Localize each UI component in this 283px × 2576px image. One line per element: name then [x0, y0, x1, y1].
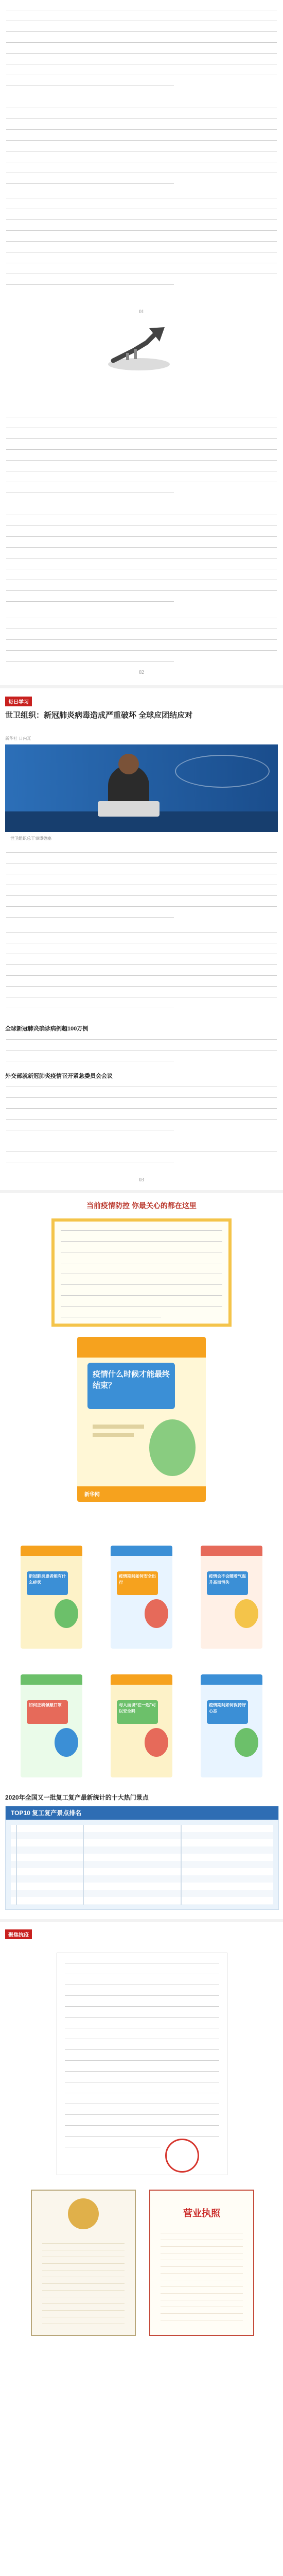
- poster-logo: 新华网: [84, 1492, 100, 1498]
- poster-title: 疫情什么时候才能最终结束？: [93, 1370, 170, 1390]
- license-title: 营业执照: [183, 2208, 220, 2218]
- poster-big: [77, 1337, 206, 1502]
- section-divider: [0, 685, 283, 688]
- page-number: 02: [139, 670, 144, 675]
- article-paragraph: [6, 613, 277, 667]
- table-rows: [11, 1825, 273, 1905]
- poster-tile-title: 疫情期间如何安全出行: [119, 1574, 156, 1585]
- article-paragraph: [6, 103, 277, 190]
- notice-card: [51, 1218, 232, 1327]
- poster-tile: [201, 1674, 262, 1777]
- poster-tile-title: 新冠肺炎患者能有什么症状: [29, 1574, 66, 1585]
- section-title: 当前疫情防控 你最关心的都在这里: [86, 1201, 197, 1210]
- news-heading: 外交部就新冠肺炎疫情召开紧急委员会会议: [5, 1073, 113, 1079]
- page-number: 01: [139, 309, 144, 315]
- poster-tile-title: 与人面谈“在一起”可以安全吗: [119, 1703, 156, 1714]
- article-paragraph: [6, 848, 277, 923]
- notice-text: [61, 1226, 222, 1323]
- red-seal: [165, 2139, 199, 2173]
- table-header: TOP10 复工复产景点排名: [6, 1806, 278, 1820]
- article-paragraph: [6, 927, 277, 1014]
- poster-tile: [111, 1546, 172, 1649]
- document-scan: [57, 1953, 227, 2175]
- ranking-table: [5, 1806, 279, 1910]
- article-paragraph: [6, 5, 277, 92]
- photo-caption: 世卫组织总干事谭德塞: [10, 836, 51, 841]
- list-title: 2020年全国又一批复工复产最新统计的十大热门景点: [5, 1794, 149, 1801]
- document-text: [65, 1958, 219, 2153]
- section-badge: 每日学习: [5, 697, 32, 706]
- article-paragraph: [6, 1035, 277, 1067]
- article-paragraph: [6, 510, 277, 607]
- article-paragraph: [6, 1146, 277, 1168]
- poster-tile-title: 如何正确佩戴口罩: [29, 1703, 62, 1707]
- article-title: 世卫组织：新冠肺炎病毒造成严重破坏 全球应团结应对: [5, 711, 193, 720]
- section-divider: [0, 1919, 283, 1922]
- poster-tile: [21, 1546, 82, 1649]
- page-number: 03: [139, 1177, 144, 1183]
- poster-tile: [21, 1674, 82, 1777]
- article-paragraph: [6, 412, 277, 499]
- poster-tile: [201, 1546, 262, 1649]
- license-right: [149, 2190, 254, 2336]
- section-badge: 聚焦抗疫: [5, 1929, 32, 1939]
- article-paragraph: [6, 1082, 277, 1136]
- license-left: [31, 2190, 136, 2336]
- poster-tile-title: 疫情会不会随着气温升高而消失: [209, 1574, 246, 1585]
- section-divider: [0, 1190, 283, 1193]
- poster-tile-title: 疫情期间如何保持好心态: [209, 1703, 246, 1714]
- article-paragraph: [6, 193, 277, 291]
- news-heading: 全球新冠肺炎确诊病例超100万例: [5, 1026, 89, 1032]
- poster-tile: [111, 1674, 172, 1777]
- article-meta: 新华社 日内瓦: [5, 736, 31, 741]
- arrow-illustration: [98, 322, 180, 374]
- news-photo: [5, 744, 278, 832]
